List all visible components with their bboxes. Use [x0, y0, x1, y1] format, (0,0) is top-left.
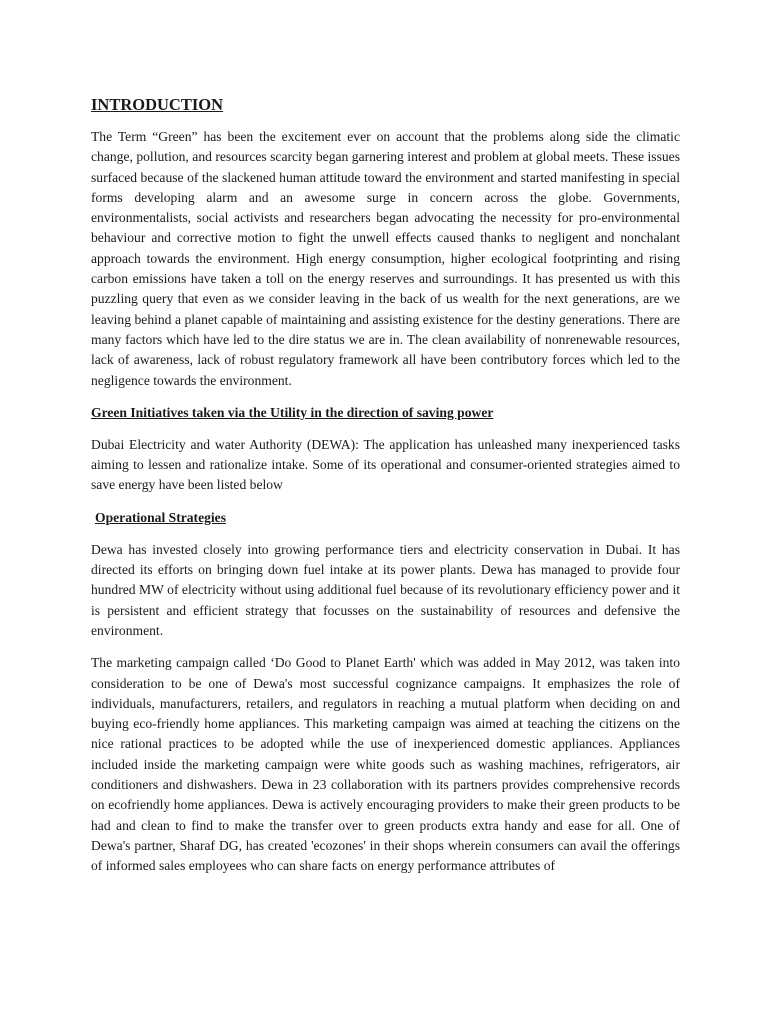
section-heading-operational-strategies: Operational Strategies	[95, 509, 227, 525]
operational-paragraph: Dewa has invested closely into growing performance tiers and electricity conservation in Dubai. It has directed its efforts on bringing down fuel intake at its power plants. Dewa has managed to provide four hundred MW of electricity without using additional fuel because of its revolutionary efficiency power and it is persistent and efficient strategy that focusses on the sustainability of resources and defensive the environment.	[91, 541, 680, 638]
section-heading-green-initiatives: Green Initiatives taken via the Utility in the direction of saving power	[91, 404, 494, 420]
page-title: INTRODUCTION	[91, 95, 224, 114]
campaign-paragraph: The marketing campaign called ‘Do Good to Planet Earth' which was added in May 2012, was taken into consideration to be one of Dewa's most successful cognizance campaigns. It emphasizes the role of individuals, manufacturers, retailers, and regulators in reaching a mutual platform when deciding on and buying eco-friendly home appliances. This marketing campaign was aimed at teaching the citizens on the nice rational practices to be adopted while the use of inexperienced domestic appliances. Appliances included inside the marketing campaign were white goods such as washing machines, refrigerators, air conditioners and dishwashers. Dewa in 23 collaboration with its partners provides comprehensive records on ecofriendly home appliances. Dewa is actively encouraging providers to make their green products to be had and clean to find to make the transfer over to green products extra handy and ease for all. One of Dewa's partner, Sharaf DG, has created 'ecozones' in their shops wherein consumers can avail the offerings of informed sales employees who can share facts on energy performance attributes of	[91, 655, 680, 874]
intro-paragraph: The Term “Green” has been the excitement ever on account that the problems along side the climatic change, pollution, and resources scarcity began garnering interest and problem at global meets. These issues surfaced because of the slackened human attitude toward the environment and started manifesting in special forms developing alarm and an awesome surge in concern across the globe. Governments, environmentalists, social activists and researchers began advocating the necessity for pro-environmental behaviour and corrective motion to fight the unwell effects caused thanks to negligent and nonchalant approach towards the environment. High energy consumption, higher ecological footprinting and rising carbon emissions have taken a toll on the energy reserves and surroundings. It has presented us with this puzzling query that even as we consider leaving in the back of us wealth for the next generations, are we leaving behind a planet capable of maintaining and assisting existence for the destiny generations. There are many factors which have led to the dire status we are in. The clean availability of nonrenewable resources, lack of awareness, lack of robust regulatory framework all have been contributory forces which led to the negligence towards the environment.	[91, 129, 680, 388]
dewa-paragraph: Dubai Electricity and water Authority (DEWA): The application has unleashed many inexperienced tasks aiming to lessen and rationalize intake. Some of its operational and consumer-oriented strategies aimed to save energy have been listed below	[91, 436, 680, 493]
